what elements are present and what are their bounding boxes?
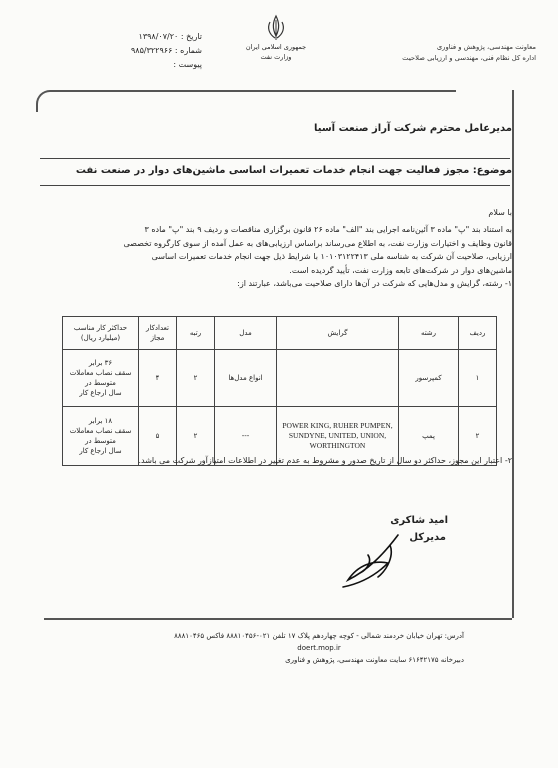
header-row-number: ردیف	[459, 317, 497, 350]
header-capacity-line-2: (میلیارد ریال)	[80, 334, 121, 342]
emblem-caption	[230, 42, 322, 62]
cell-model: ---	[215, 407, 277, 466]
capacity-text: سال ارجاع کار	[79, 447, 122, 455]
body-line: ماشین‌های دوار در شرکت‌های تابعه وزارت نفت، تأیید گردیده است.	[289, 265, 512, 275]
cell-row-number: ۲	[459, 407, 497, 466]
signer-title: مدیرکل	[409, 532, 446, 543]
table-row	[63, 350, 497, 407]
footer-secretariat: دبیرخانه ۶۱۶۴۲۱۷۵ سایت معاونت مهندسی، پژوهش و فناوری	[285, 656, 464, 664]
greeting: با سلام	[488, 208, 512, 217]
header-field: رشته	[399, 317, 459, 350]
cell-field: پمپ	[399, 407, 459, 466]
cell-row-number: ۱	[459, 350, 497, 407]
body-line: قانون وظایف و اختیارات وزارت نفت، به اطلاع می‌رساند براساس ارزیابی‌های به عمل آمده از سوی کارگروه تخصصی	[123, 238, 512, 248]
footer-address: آدرس: تهران خیابان خردمند شمالی - کوچه چهاردهم پلاک ۱۷ تلفن ۰۲۱-۸۸۸۱۰۴۵۶ فاکس ۸۸۸۱۰۴۶۵	[174, 632, 464, 640]
organization-header	[376, 42, 536, 64]
footer-website[interactable]: doert.mop.ir	[297, 644, 341, 652]
attachment-label: پیوست	[178, 60, 202, 69]
body-line: ارزیابی، صلاحیت آن شرکت به شناسه ملی ۱۰۱۰۳۱۲۲۴۱۳ با شرایط ذیل جهت انجام خدمات تعمیرات اساسی	[151, 252, 512, 261]
date-value: : ۱۳۹۸/۰۷/۲۰	[138, 32, 184, 41]
number-label: شماره	[180, 46, 202, 55]
cell-grade: ۲	[177, 350, 215, 407]
body-paragraph	[67, 223, 512, 291]
header-model: مدل	[215, 317, 277, 350]
subject: موضوع: مجوز فعالیت جهت انجام خدمات تعمیرات اساسی ماشین‌های دوار در صنعت نفت	[75, 165, 512, 176]
cell-specialty	[277, 350, 399, 407]
emblem-line-1: جمهوری اسلامی ایران	[245, 43, 307, 51]
header-capacity	[63, 317, 139, 350]
cell-model: انواع مدل‌ها	[215, 350, 277, 407]
frame-corner	[36, 90, 58, 112]
org-line-1: معاونت مهندسی، پژوهش و فناوری	[436, 43, 536, 51]
footer	[174, 630, 464, 666]
cell-capacity	[63, 350, 139, 407]
header-count: تعدادکار مجاز	[139, 317, 177, 350]
header-capacity-line-1: حداکثر کار مناسب	[73, 324, 128, 332]
emblem-line-2: وزارت نفت	[260, 53, 292, 61]
body-line: به استناد بند "پ" ماده ۳ آئین‌نامه اجرایی بند "الف" ماده ۲۶ قانون برگزاری مناقصات و ردیف ۹ بند "پ" ماده ۳	[144, 225, 512, 234]
capacity-text: سقف نصاب معاملات متوسط در	[69, 369, 132, 387]
table-header-row	[63, 317, 497, 350]
signer-name: امید شاکری	[390, 515, 448, 526]
frame-bottom-line	[44, 618, 512, 620]
attachment-value: :	[173, 60, 177, 69]
header-grade: رتبه	[177, 317, 215, 350]
cell-grade: ۲	[177, 407, 215, 466]
body-line: ۱- رشته، گرایش و مدل‌هایی که شرکت در آن‌ها دارای صلاحیت می‌باشد، عبارتند از:	[237, 279, 512, 288]
date-label: تاریخ	[186, 32, 202, 41]
frame-top-line	[56, 90, 456, 92]
license-table	[62, 316, 497, 466]
frame-right-line	[512, 90, 514, 618]
cell-count: ۴	[139, 350, 177, 407]
letter-meta	[92, 30, 202, 72]
validity-clause: ۲- اعتبار این مجوز، حداکثر دو سال از تاریخ صدور و مشروط به عدم تغییر در اطلاعات امتیازآور شرکت می باشد.	[138, 456, 512, 465]
cell-field: کمپرسور	[399, 350, 459, 407]
capacity-text: سقف نصاب معاملات متوسط در	[69, 427, 132, 445]
cell-count: ۵	[139, 407, 177, 466]
capacity-text: سال ارجاع کار	[79, 389, 122, 397]
addressee: مدیرعامل محترم شرکت آراز صنعت آسیا	[314, 123, 512, 134]
capacity-multiple: ۳۶ برابر	[88, 359, 113, 367]
header-specialty: گرایش	[277, 317, 399, 350]
number-value: : ۹۸۵/۳۲۲۹۶۶	[131, 46, 178, 55]
handwritten-signature	[328, 525, 418, 595]
cell-specialty: POWER KING, RUHER PUMPEN, SUNDYNE, UNITED, UNION, WORTHINGTON	[277, 407, 399, 466]
org-line-2: اداره کل نظام فنی، مهندسی و ارزیابی صلاحیت	[402, 54, 536, 62]
iran-emblem-icon	[264, 14, 288, 42]
capacity-multiple: ۱۸ برابر	[88, 417, 113, 425]
